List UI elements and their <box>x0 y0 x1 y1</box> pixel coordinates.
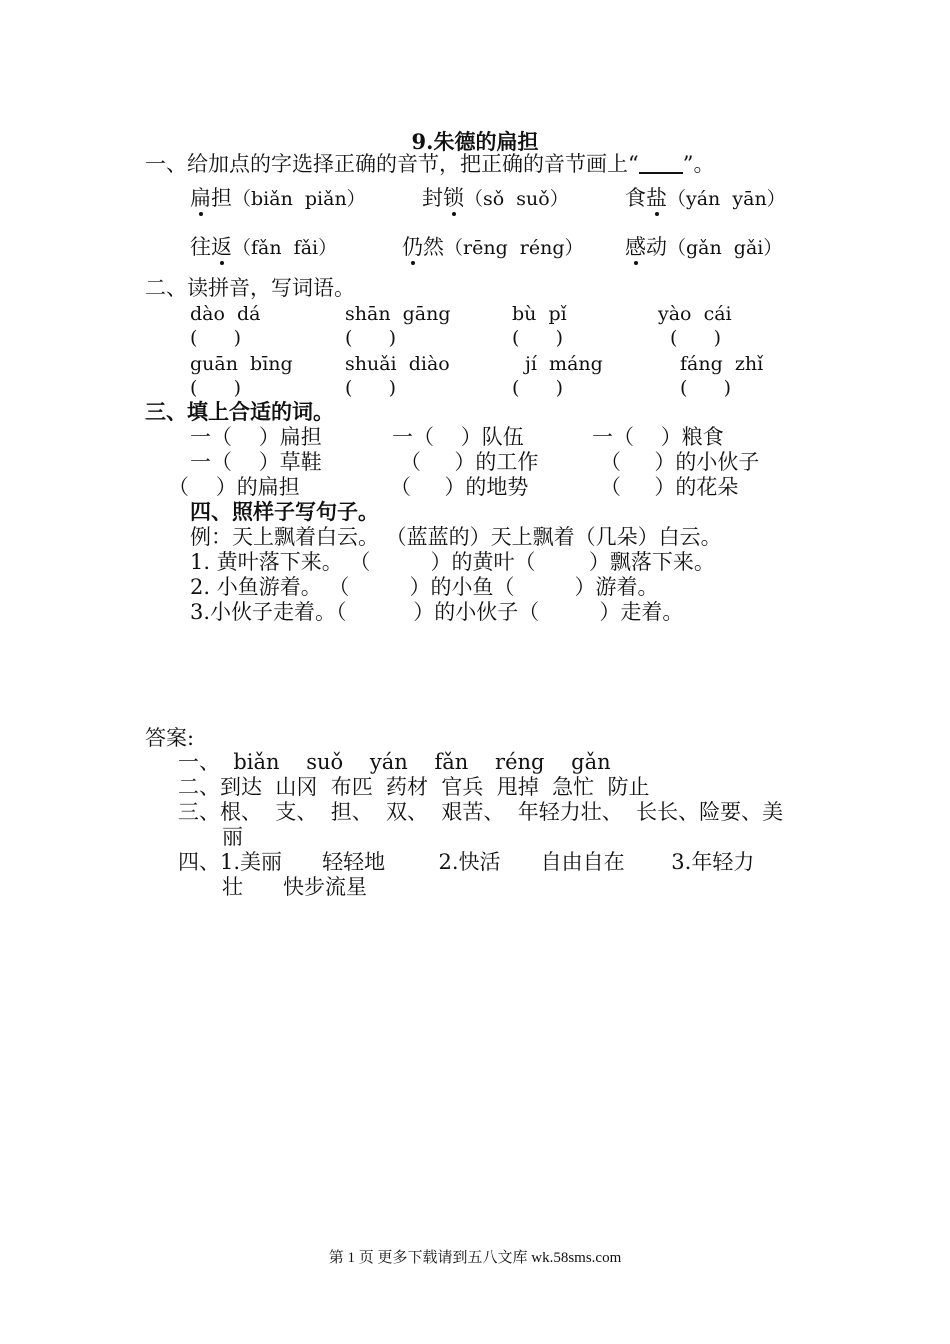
answer-line: 壮 快步流星 <box>222 875 368 899</box>
fill-item: （ ）的工作 <box>400 450 539 474</box>
char: 封 <box>422 186 443 210</box>
pinyin-options: （gǎn gǎi） <box>667 237 783 259</box>
pinyin: shuǎi diào <box>345 353 450 375</box>
answer-line: 二、到达 山冈 布匹 药材 官兵 甩掉 急忙 防止 <box>178 775 650 799</box>
pinyin-options: （fǎn fǎi） <box>232 237 338 259</box>
q1-heading-text: 一、给加点的字选择正确的音节，把正确的音节画上“ <box>145 152 639 176</box>
q4-item: 2. 小鱼游着。 （ ）的小鱼（ ）游着。 <box>190 575 659 599</box>
q4-heading: 四、照样子写句子。 <box>190 499 379 524</box>
answer-blank[interactable]: ( ) <box>190 377 242 399</box>
pinyin-options: （rēng réng） <box>444 237 584 259</box>
fill-item: （ ）的地势 <box>390 475 529 499</box>
answer-blank[interactable]: ( ) <box>345 377 397 399</box>
q1-item <box>625 186 786 211</box>
char: 往 <box>190 235 211 259</box>
fill-item: （ ）的花朵 <box>600 475 739 499</box>
dotted-char: 返 <box>211 235 232 259</box>
pinyin: fáng zhǐ <box>680 353 764 375</box>
dotted-char: 扁 <box>190 186 211 210</box>
fill-item: （ ）的扁担 <box>168 475 300 499</box>
q4-item: 3.小伙子走着。（ ）的小伙子（ ）走着。 <box>190 600 684 624</box>
answers-heading: 答案: <box>145 726 195 750</box>
fill-item: 一（ ）队伍 <box>392 425 524 449</box>
answer-line: 丽 <box>222 825 243 849</box>
q1-item <box>190 235 337 260</box>
q1-item <box>190 186 366 211</box>
answer-blank[interactable]: ( ) <box>670 327 722 349</box>
answer-blank[interactable]: ( ) <box>680 377 732 399</box>
underline-sample <box>639 158 683 174</box>
answer-blank[interactable]: ( ) <box>190 327 242 349</box>
char: 动 <box>646 235 667 259</box>
q1-item <box>625 235 782 260</box>
char: 食 <box>625 186 646 210</box>
pinyin-options: （yán yān） <box>667 188 786 210</box>
q1-heading-end: ”。 <box>682 152 715 176</box>
dotted-char: 盐 <box>646 186 667 210</box>
answer-blank[interactable]: ( ) <box>512 377 564 399</box>
fill-item: 一（ ）扁担 <box>190 425 322 449</box>
fill-item: （ ）的小伙子 <box>600 450 760 474</box>
pinyin-options: （biǎn piǎn） <box>232 188 366 210</box>
char: 然 <box>423 235 444 259</box>
pinyin: dào dá <box>190 303 261 325</box>
answer-blank[interactable]: ( ) <box>512 327 564 349</box>
pinyin: jí máng <box>525 353 603 375</box>
fill-item: 一（ ）草鞋 <box>190 450 322 474</box>
dotted-char: 仍 <box>402 235 423 259</box>
page-footer: 第 1 页 更多下载请到五八文库 wk.58sms.com <box>328 1250 622 1266</box>
pinyin: yào cái <box>658 303 732 325</box>
pinyin-options: （sǒ suǒ） <box>464 188 569 210</box>
q1-item <box>422 186 569 211</box>
q4-item: 1. 黄叶落下来。 （ ）的黄叶（ ）飘落下来。 <box>190 550 715 574</box>
q1-item <box>402 235 584 260</box>
q1-heading <box>145 152 714 176</box>
answer-line: 四、1.美丽 轻轻地 2.快活 自由自在 3.年轻力 <box>178 850 755 874</box>
answer-line: 一、 biǎn suǒ yán fǎn réng gǎn <box>178 750 611 774</box>
fill-item: 一（ ）粮食 <box>592 425 724 449</box>
q2-heading: 二、读拼音，写词语。 <box>145 276 355 300</box>
pinyin: guān bīng <box>190 353 293 375</box>
q4-example: 例：天上飘着白云。 （蓝蓝的）天上飘着（几朵）白云。 <box>190 525 722 549</box>
pinyin: bù pǐ <box>512 303 567 325</box>
answer-line: 三、根、 支、 担、 双、 艰苦、 年轻力壮、 长长、险要、美 <box>178 800 784 824</box>
page-title: 9.朱德的扁担 <box>411 129 539 154</box>
char: 担 <box>211 186 232 210</box>
q3-heading: 三、填上合适的词。 <box>145 399 334 424</box>
answer-blank[interactable]: ( ) <box>345 327 397 349</box>
pinyin: shān gāng <box>345 303 451 325</box>
dotted-char: 锁 <box>443 186 464 210</box>
dotted-char: 感 <box>625 235 646 259</box>
